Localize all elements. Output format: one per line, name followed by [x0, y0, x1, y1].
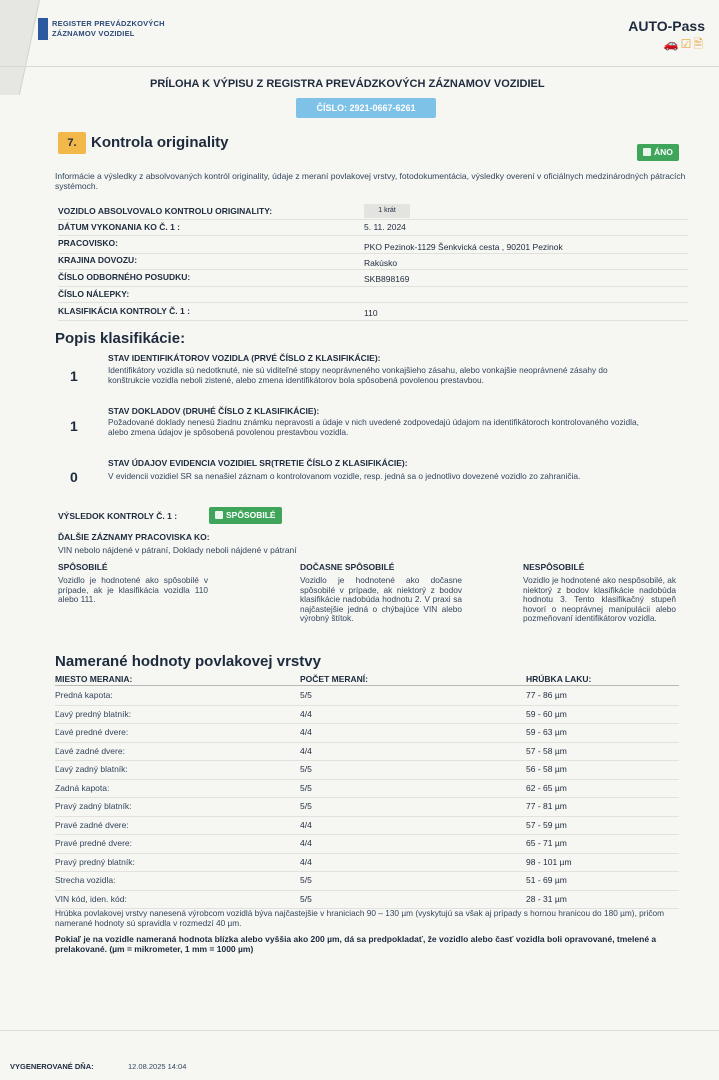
table-row [55, 687, 679, 706]
classification-digit: 1 [70, 368, 78, 384]
result-label: VÝSLEDOK KONTROLY Č. 1 : [58, 511, 178, 521]
count-cell: 4/4 [300, 745, 312, 756]
document-icon: 🗎 [693, 37, 705, 51]
table-row [55, 743, 679, 762]
count-cell: 5/5 [300, 875, 312, 885]
classification-title: STAV ÚDAJOV EVIDENCIA VOZIDIEL SR(TRETIE ČÍSLO Z KLASIFIKÁCIE): [108, 458, 408, 468]
location-cell: Pravé predné dvere: [55, 838, 133, 848]
location-cell: Ľavý predný blatník: [55, 708, 132, 719]
location-cell: Ľavý zadný blatník: [55, 764, 128, 774]
brand-logo [628, 18, 705, 56]
classification-heading: Popis klasifikácie: [55, 330, 186, 347]
table-row [55, 780, 679, 799]
count-cell: 4/4 [300, 838, 312, 848]
coating-heading: Namerané hodnoty povlakovej vrstvy [55, 653, 321, 670]
section-number: 7. [58, 132, 86, 154]
location-cell: Ľavé zadné dvere: [55, 745, 125, 756]
originality-badge [637, 144, 679, 161]
classification-text: Identifikátory vozidla sú nedotknuté, nie sú viditeľné stopy neoprávneného vonkajšieho zásahu, alebo vonkajšie neoprávnené zásahy do konštrukcie vozidla neboli zistené, alebo zmena identifikátorov bola spôsobená povolenou prestavbou. [108, 365, 608, 385]
location-cell: VIN kód, iden. kód: [55, 893, 127, 904]
thickness-cell: 98 - 101 µm [526, 856, 572, 867]
brand-icons [628, 35, 705, 56]
count-cell: 5/5 [300, 801, 312, 811]
detail-value: 1 krát [364, 204, 410, 218]
count-cell: 4/4 [300, 708, 312, 719]
detail-label: ČÍSLO ODBORNÉHO POSUDKU: [58, 272, 191, 282]
count-cell: 5/5 [300, 893, 312, 904]
detail-divider [58, 269, 688, 270]
coating-note: Hrúbka povlakovej vrstvy nanesená výrobcom vozidlá býva najčastejšie v hraniciach 90 – 130 µm (vyskytujú sa však aj prípady s hornou hranicou do 180 µm), pričom namerané hodnoty sú spravidla v rozmedzí 40 µm. [55, 908, 665, 928]
classification-digit: 0 [70, 469, 78, 485]
table-row [55, 835, 679, 854]
thickness-cell: 56 - 58 µm [526, 764, 567, 774]
coating-warning: Pokiaľ je na vozidle nameraná hodnota blízka alebo vyššia ako 200 µm, dá sa predpokladať, že vozidlo alebo časť vozidla boli opravované, tmelené a prelakované. (µm = mikrometer, 1 mm = 1000 µm) [55, 934, 657, 954]
location-cell: Pravý predný blatník: [55, 856, 135, 867]
classification-title: STAV IDENTIFIKÁTOROV VOZIDLA (PRVÉ ČÍSLO Z KLASIFIKÁCIE): [108, 353, 381, 363]
classification-title: STAV DOKLADOV (DRUHÉ ČÍSLO Z KLASIFIKÁCIE): [108, 406, 320, 416]
table-row [55, 706, 679, 725]
detail-label: ČÍSLO NÁLEPKY: [58, 289, 130, 299]
table-row [55, 724, 679, 743]
location-cell: Ľavé predné dvere: [55, 727, 129, 737]
classification-text: Požadované doklady nenesú žiadnu známku nepravosti a údaje v nich uvedené zodpovedajú údajom na identifikátoroch kontrolovaného vozidla, alebo zmena údajov je spôsobená povolenou prestavbou vozidla. [108, 417, 639, 437]
detail-divider [58, 219, 688, 220]
table-row [55, 854, 679, 873]
detail-divider [58, 302, 688, 303]
badge-label: ÁNO [654, 147, 673, 157]
detail-label: DÁTUM VYKONANIA KO Č. 1 : [58, 222, 180, 232]
classification-text: V evidencii vozidiel SR sa nenašiel záznam o kontrolovanom vozidle, resp. jedná sa o jednotlivo dovezené vozidlo zo zahraničia. [108, 471, 581, 481]
generated-label: VYGENEROVANÉ DŇA: [10, 1062, 94, 1071]
document-number: ČÍSLO: 2921-0667-6261 [296, 98, 436, 118]
table-header-divider [55, 685, 679, 686]
legend-text: Vozidlo je hodnotené ako spôsobilé v prípade, ak je klasifikácia vozidla 110 alebo 111. [58, 575, 208, 605]
legend-text: Vozidlo je hodnotené ako nespôsobilé, ak niektorý z bodov klasifikácie nadobúda hodnotu 3. Tento klasifikačný stupeň hovorí o neoprávnej manipulácii alebo pozmeňovaní identifikátorov vozidla. [523, 575, 676, 624]
page-curl [0, 0, 40, 95]
legend-text: Vozidlo je hodnotené ako dočasne spôsobilé v prípade, ak niektorý z bodov klasifikácie nadobúda hodnotu 2. V praxi sa najčastejšie jedná o chýbajúce VIN alebo výrobný štítok. [300, 575, 462, 624]
generated-date: 12.08.2025 14:04 [128, 1062, 187, 1071]
detail-label: PRACOVISKO: [58, 238, 118, 248]
register-logo-icon [38, 18, 48, 40]
legend-title: DOČASNE SPÔSOBILÉ [300, 562, 395, 572]
section-intro: Informácie a výsledky z absolvovaných kontról originality, údaje z meraní povlakovej vrstvy, fotodokumentácia, výsledky overení v oficiálnych medzinárodných pátracích systémoch. [55, 171, 686, 191]
location-cell: Strecha vozidla: [55, 875, 116, 885]
car-icon: 🚗 [663, 37, 681, 51]
logo-line-1: REGISTER PREVÁDZKOVÝCH [52, 19, 165, 28]
detail-value: 5. 11. 2024 [364, 222, 406, 232]
column-header: POČET MERANÍ: [300, 674, 368, 684]
document-title: PRÍLOHA K VÝPISU Z REGISTRA PREVÁDZKOVÝCH ZÁZNAMOV VOZIDIEL [150, 78, 545, 90]
thickness-cell: 28 - 31 µm [526, 893, 567, 904]
count-cell: 5/5 [300, 782, 312, 793]
thickness-cell: 62 - 65 µm [526, 782, 567, 793]
count-cell: 4/4 [300, 819, 312, 830]
count-cell: 4/4 [300, 727, 312, 737]
thickness-cell: 77 - 86 µm [526, 690, 567, 700]
detail-value: 110 [364, 308, 378, 318]
records-label: ĎALŠIE ZÁZNAMY PRACOVISKA KO: [58, 532, 210, 542]
header-divider [0, 66, 719, 67]
check-icon: ☑ [680, 37, 694, 51]
table-row [55, 798, 679, 817]
count-cell: 5/5 [300, 690, 312, 700]
detail-divider [58, 235, 688, 236]
detail-value: SKB898169 [364, 274, 410, 284]
check-icon [643, 148, 651, 156]
detail-label: KLASIFIKÁCIA KONTROLY Č. 1 : [58, 306, 190, 316]
table-row [55, 761, 679, 780]
column-header: HRÚBKA LAKU: [526, 674, 592, 684]
detail-label: KRAJINA DOVOZU: [58, 255, 138, 265]
check-icon [215, 511, 223, 519]
badge-label: SPÔSOBILÉ [226, 510, 276, 520]
table-row [55, 817, 679, 836]
thickness-cell: 51 - 69 µm [526, 875, 567, 885]
location-cell: Predná kapota: [55, 690, 113, 700]
table-row [55, 872, 679, 891]
thickness-cell: 57 - 59 µm [526, 819, 567, 830]
records-text: VIN nebolo nájdené v pátraní, Doklady neboli nájdené v pátraní [58, 545, 297, 555]
thickness-cell: 65 - 71 µm [526, 838, 567, 848]
count-cell: 5/5 [300, 764, 312, 774]
thickness-cell: 57 - 58 µm [526, 745, 567, 756]
register-logo [38, 18, 165, 40]
thickness-cell: 59 - 63 µm [526, 727, 567, 737]
location-cell: Pravý zadný blatník: [55, 801, 132, 811]
location-cell: Pravé zadné dvere: [55, 819, 129, 830]
location-cell: Zadná kapota: [55, 782, 110, 793]
brand-name: AUTO-Pass [628, 18, 705, 34]
detail-divider [58, 253, 688, 254]
thickness-cell: 77 - 81 µm [526, 801, 567, 811]
thickness-cell: 59 - 60 µm [526, 708, 567, 719]
legend-title: SPÔSOBILÉ [58, 562, 108, 572]
detail-value: Rakúsko [364, 258, 398, 268]
detail-value: PKO Pezinok-1129 Šenkvická cesta , 90201 Pezinok [364, 242, 563, 252]
count-cell: 4/4 [300, 856, 312, 867]
detail-divider [58, 320, 688, 321]
footer-divider [0, 1030, 719, 1031]
table-row [55, 891, 679, 910]
detail-label: VOZIDLO ABSOLVOVALO KONTROLU ORIGINALITY: [58, 206, 273, 216]
legend-title: NESPÔSOBILÉ [523, 562, 585, 572]
result-badge [209, 507, 282, 524]
logo-line-2: ZÁZNAMOV VOZIDIEL [52, 29, 135, 38]
section-title: Kontrola originality [91, 134, 229, 151]
classification-digit: 1 [70, 418, 78, 434]
column-header: MIESTO MERANIA: [55, 674, 133, 684]
detail-divider [58, 286, 688, 287]
